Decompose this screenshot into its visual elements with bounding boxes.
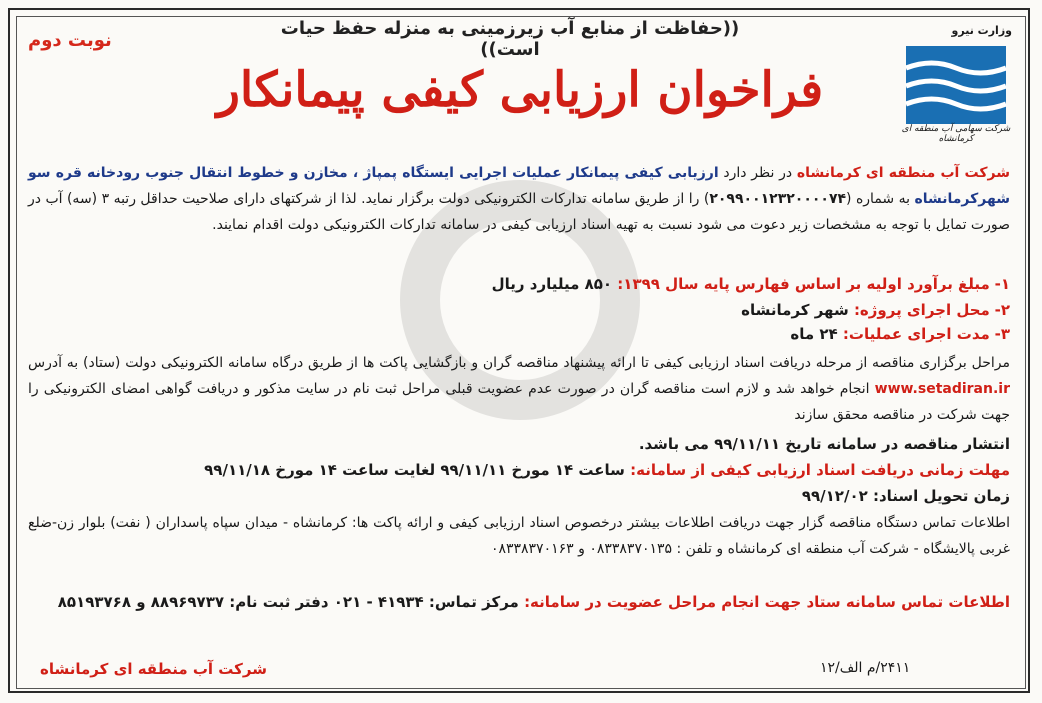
item-value: ۲۴ ماه [790,325,843,343]
round-label: نوبت دوم [28,30,112,51]
process-paragraph [28,350,1010,428]
process-text-2: انجام خواهد شد و لازم است مناقصه گران در صورت عدم عضویت قبلی مراحل ثبت نام در سایت مذکور و دریافت گواهی امضای الکترونیکی را جهت شرکت در مناقصه محقق سازند [28,381,1010,423]
delivery [28,484,1010,508]
item-number: ۳- [994,325,1010,343]
item-number: ۱- [994,275,1010,293]
item-label: مبلغ برآورد اولیه بر اساس فهارس پایه سال ۱۳۹۹: [617,275,990,293]
deadline [28,458,1010,482]
item-value: شهر کرمانشاه [741,301,854,319]
intro-paragraph [28,160,1010,238]
deadline-value: ساعت ۱۴ مورخ ۹۹/۱۱/۱۱ لغایت ساعت ۱۴ مورخ ۹۹/۱۱/۱۸ [204,461,631,479]
item-label: محل اجرای پروژه: [853,301,990,319]
tender-number: ۲۰۹۹۰۰۱۲۳۲۰۰۰۰۷۴ [709,191,847,207]
item-value: ۸۵۰ میلیارد ریال [491,275,618,293]
item-duration [28,322,1010,346]
delivery-label: زمان تحویل اسناد: [872,487,1010,505]
company-logo-text: شرکت سهامی آب منطقه ای کرمانشاه [901,124,1011,144]
slogan: ((حفاظت از منابع آب زیرزمینی به منزله حفظ حیات است)) [280,18,740,60]
company-logo [892,22,1020,144]
delivery-value: ۹۹/۱۲/۰۲ [801,487,873,505]
deadline-label: مهلت زمانی دریافت اسناد ارزیابی کیفی از سامانه: [630,461,1010,479]
item-budget [28,272,1010,296]
water-waves-icon [892,38,1020,138]
intro-text-3: ) را از طریق سامانه تدارکات الکترونیکی دولت برگزار نماید. لذا از شرکتهای دارای صلاحیت حداقل رتبه ۳ (سه) آب در صورت تمایل با توجه به مشخصات زیر دعوت می شود نسبت به تهیه اسناد ارزیابی کیفی در سامانه تدارکات الکترونیکی دولت اقدام نمایند. [28,191,1010,233]
footer-company: شرکت آب منطقه ای کرمانشاه [40,660,267,678]
item-label: مدت اجرای عملیات: [842,325,990,343]
setad-link[interactable]: www.setadiran.ir [874,381,1010,397]
process-text-1: مراحل برگزاری مناقصه از مرحله دریافت اسناد ارزیابی کیفی تا ارائه پیشنهاد مناقصه گران و بازگشایی پاکت ها از طریق درگاه سامانه الکترونیکی دولت (ستاد) به آدرس [28,355,1010,371]
setad-value: مرکز تماس: ۴۱۹۳۴ - ۰۲۱ دفتر ثبت نام: ۸۸۹۶۹۷۳۷ و ۸۵۱۹۳۷۶۸ [57,593,525,611]
intro-text-1: در نظر دارد [718,165,797,181]
ministry-label: وزارت نیرو [951,24,1012,37]
page-title: فراخوان ارزیابی کیفی پیمانکار [216,62,824,118]
footer-code: ۲۴۱۱/م الف/۱۲ [820,660,911,676]
setad-label: اطلاعات تماس سامانه ستاد جهت انجام مراحل عضویت در سامانه: [524,593,1010,611]
setad-contact [28,590,1010,614]
company-name: شرکت آب منطقه ای کرمانشاه [796,165,1010,181]
subject: ارزیابی کیفی پیمانکار عملیات اجرایی ایستگاه پمپاژ ، مخازن و خطوط انتقال جنوب رودخانه قره سو شهرکرمانشاه [28,165,1010,207]
item-location [28,298,1010,322]
contact-paragraph: اطلاعات تماس دستگاه مناقصه گزار جهت دریافت اطلاعات بیشتر درخصوص اسناد ارزیابی کیفی و ارائه پاکت ها: کرمانشاه - میدان سپاه پاسداران ( نفت) بلوار زن-ضلع غربی پالایشگاه - شرکت آب منطقه ای کرمانشاه و تلفن : ۰۸۳۳۸۳۷۰۱۳۵ و ۰۸۳۳۸۳۷۰۱۶۳ [28,515,1010,557]
item-number: ۲- [994,301,1010,319]
publish-date: انتشار مناقصه در سامانه تاریخ ۹۹/۱۱/۱۱ می باشد. [638,435,1010,453]
intro-text-2: به شماره ( [846,191,915,207]
